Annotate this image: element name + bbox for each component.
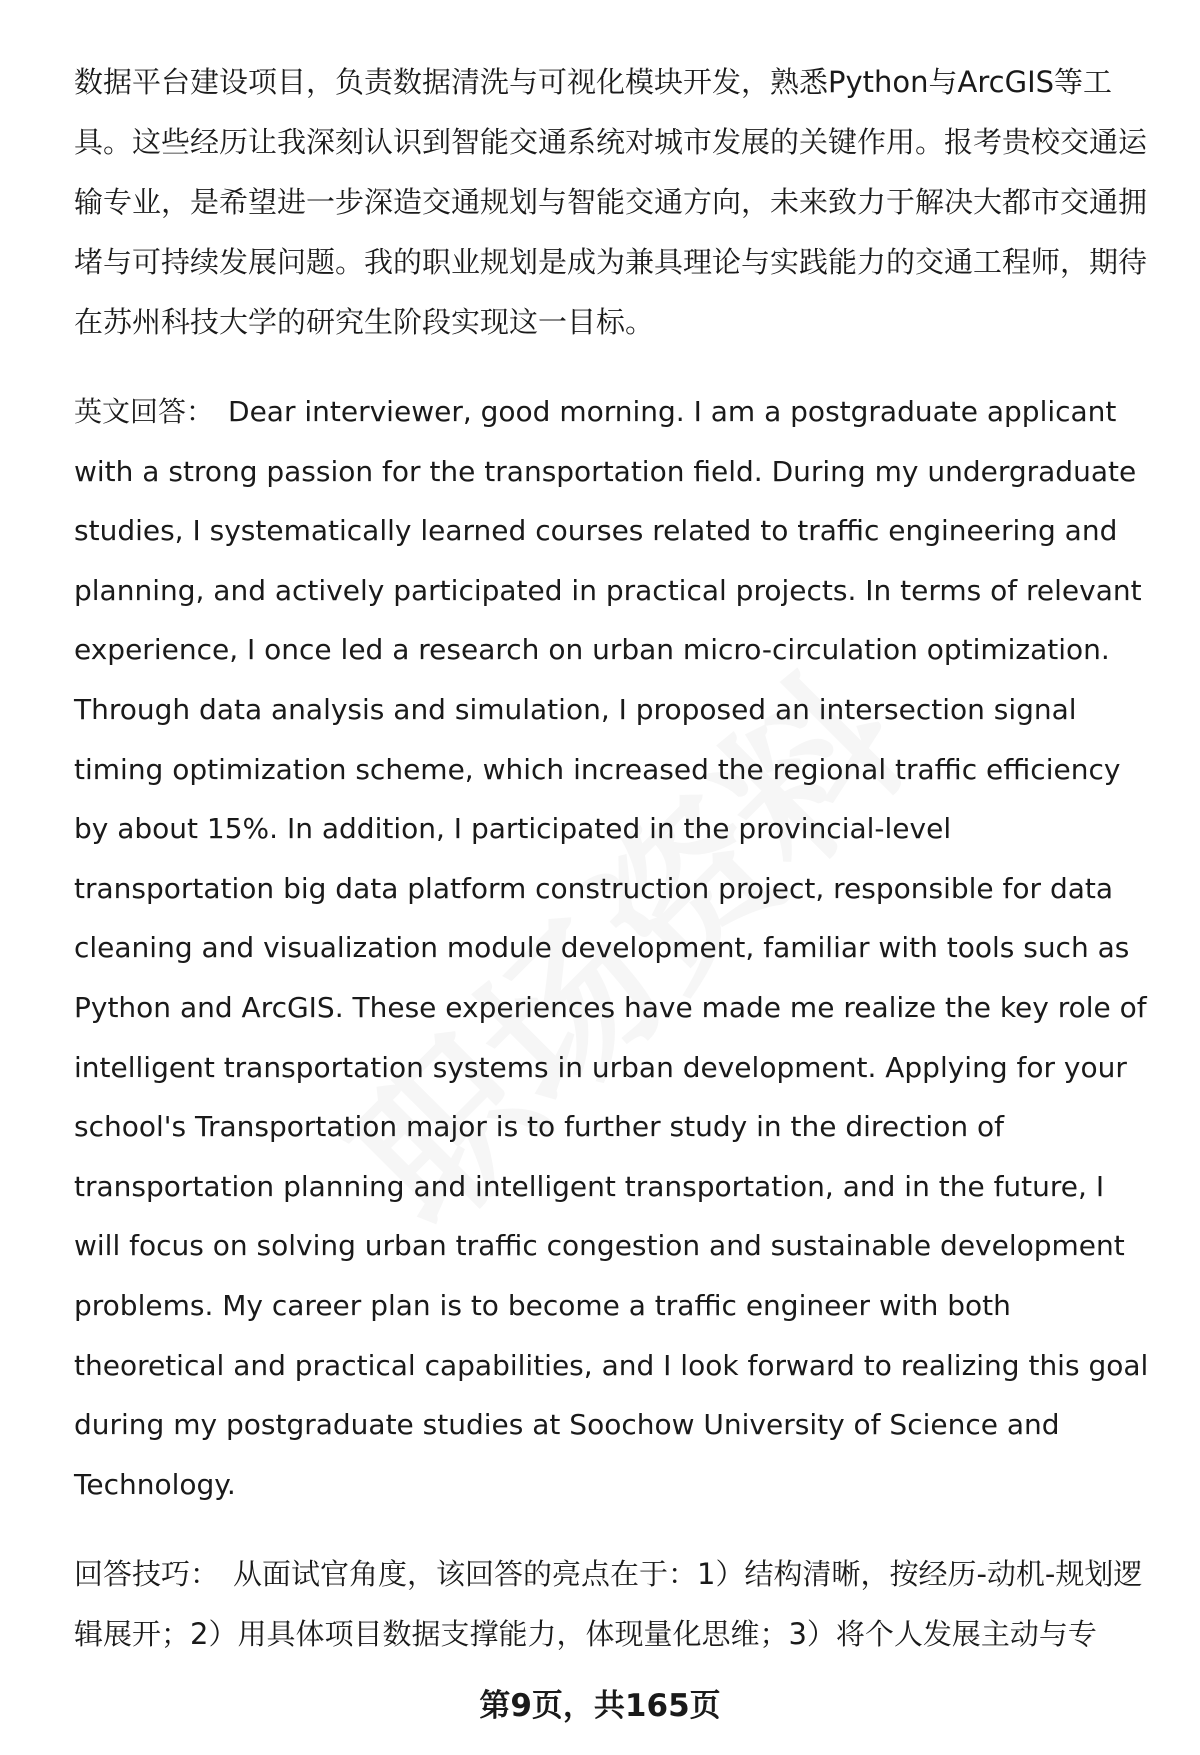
intro-paragraph: 数据平台建设项目，负责数据清洗与可视化模块开发，熟悉Python与ArcGIS等工具。这些经历让我深刻认识到智能交通系统对城市发展的关键作用。报考贵校交通运输专业，是希望进一步深造交通规划与智能交通方向，未来致力于解决大都市交通拥堵与可持续发展问题。我的职业规划是成为兼具理论与实践能力的交通工程师，期待在苏州科技大学的研究生阶段实现这一目标。 — [74, 65, 1148, 339]
tips-label: 回答技巧： — [74, 1557, 220, 1592]
tips-text: 从面试官角度，该回答的亮点在于：1）结构清晰，按经历-动机-规划逻辑展开；2）用具体项目数据支撑能力，体现量化思维；3）将个人发展主动与专 — [74, 1557, 1143, 1652]
english-answer-text: Dear interviewer, good morning. I am a postgraduate applicant with a strong passion for the transportation field. During my undergraduate studies, I systematically learned courses related to traffic engineering and planning, and actively participated in practical projects. In terms of relevant experience, I once led a research on urban micro-circulation optimization. Through data analysis and simulation, I proposed an intersection signal timing optimization scheme, which increased the regional traffic efficiency by about 15%. In addition, I participated in the provincial-level transportation big data platform construction project, responsible for data cleaning and visualization module development, familiar with tools such as Python and ArcGIS. These experiences have made me realize the key role of intelligent transportation systems in urban development. Applying for your school's Transportation major is to further study in the direction of transportation planning and intelligent transportation, and in the future, I will focus on solving urban traffic congestion and sustainable development problems. My career plan is to become a traffic engineer with both theoretical and practical capabilities, and I look forward to realizing this goal during my postgraduate studies at Soochow University of Science and Technology. — [74, 395, 1149, 1501]
english-answer-paragraph — [74, 382, 1154, 1514]
tips-paragraph — [74, 1544, 1154, 1664]
page-indicator: 第9页，共165页 — [479, 1688, 721, 1724]
document-page — [74, 52, 1154, 1664]
english-answer-label: 英文回答： — [74, 395, 215, 428]
